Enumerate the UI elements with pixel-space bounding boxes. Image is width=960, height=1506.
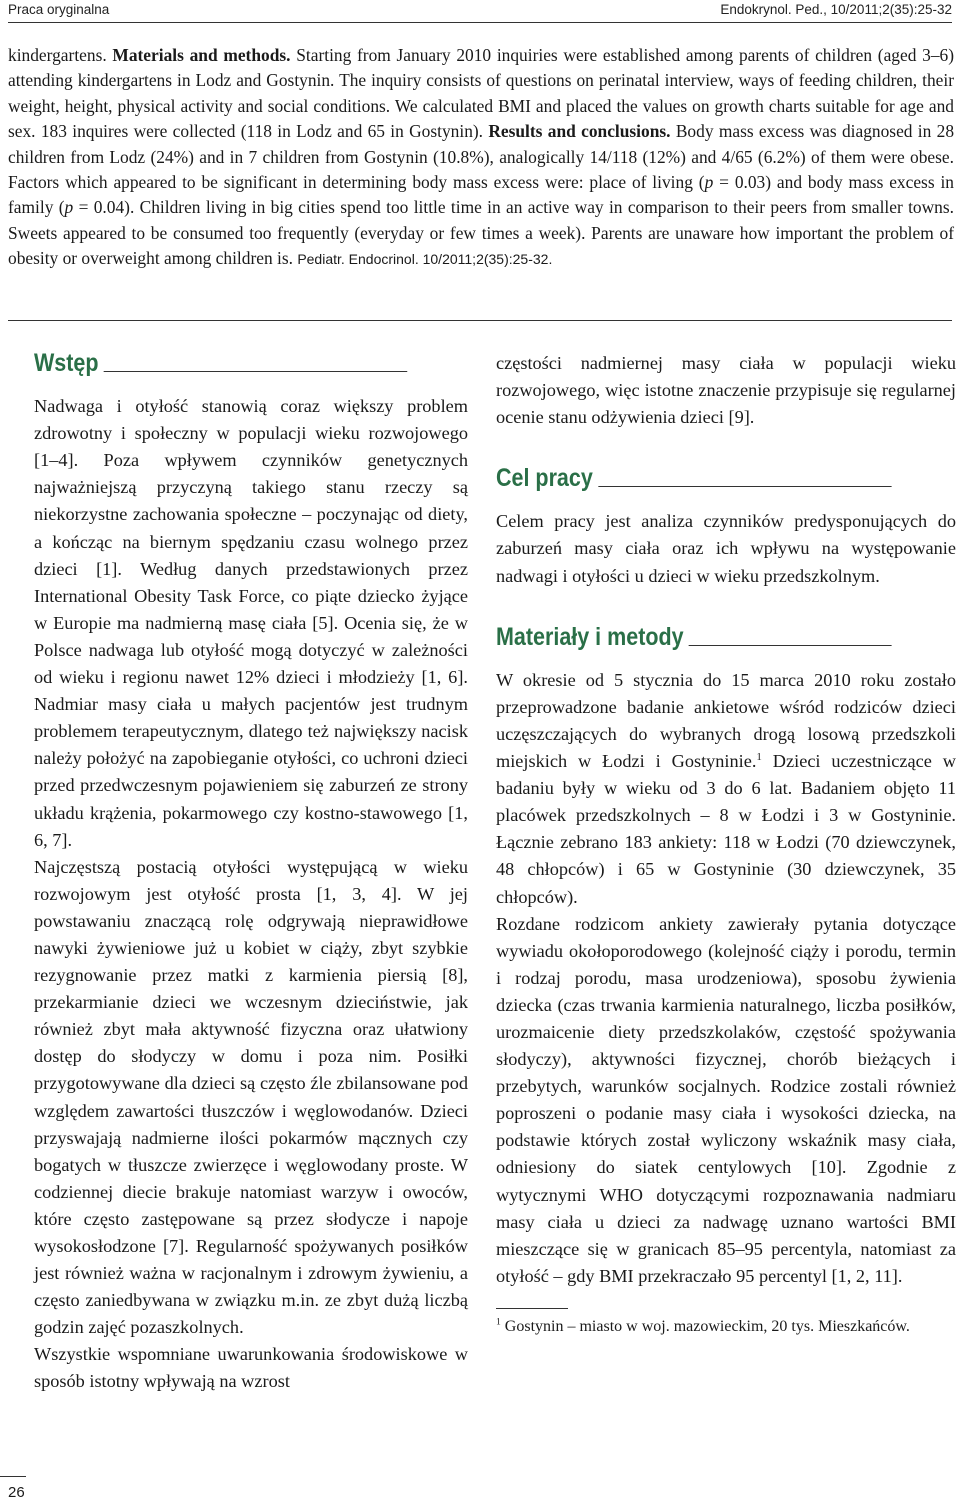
running-header-right: Endokrynol. Ped., 10/2011;2(35):25-32 [720, 2, 952, 17]
intro-paragraph-continued: częstości nadmiernej masy ciała w populacji wieku rozwojowego, więc istotne znaczenie przypisuje się regularnej ocenie stanu odżywienia dzieci [9]. [496, 353, 956, 428]
footer-rule [0, 1476, 26, 1477]
left-column [34, 350, 468, 1396]
aim-paragraph: Celem pracy jest analiza czynników predysponujących do zaburzeń masy ciała oraz ich wpływu na występowanie nadwagi i otyłości u dzieci w wieku przedszkolnym. [496, 511, 956, 586]
abstract-results-label: Results and conclusions. [488, 121, 671, 142]
methods-paragraph-2: Rozdane rodzicom ankiety zawierały pytania dotyczące wywiadu okołoporodowego (kolejność ciąży i porodu, termin i rodzaj porodu, masa urodzeniowa), sposobu żywienia dziecka (czas trwania karmienia naturalnego, liczba posiłków, urozmaicenie diety przedszkolaków, częstość spożywania słodyczy), aktywności fizycznej, chorób bieżących i przebytych, warunków socjalnych. Rodzice zostali również poproszeni o podanie masy ciała i wysokości dziecka, na podstawie których został wyliczony wskaźnik masy ciała, odniesiony do siatek centylowych [10]. Zgodnie z wytycznymi WHO dotyczącymi rozpoznawania nadmiaru masy ciała u dzieci za nadwagę uznano wartości BMI mieszczące się w granicach 85–95 percentyla, natomiast za otyłość – gdy BMI przekraczało 95 percentyl [1, 2, 11]. [496, 913, 956, 1286]
abstract: kindergartens. Materials and methods. Starting from January 2010 inquiries were established among parents of children (aged 3–6) attending kindergartens in Lodz and Gostynin. The inquiry consists of questions on perinatal interview, ways of feeding children, their weight, height, physical activity and social conditions. We calculated BMI and placed the values on growth charts suitable for age and sex. 183 inquires were collected (118 in Lodz and 65 in Gostynin). Results and conclusions. Body mass excess was diagnosed in 28 children from Lodz (24%) and in 7 children from Gostynin (10.8%), analogically 14/118 (12%) and 4/65 (6.2%) of them were obese. Factors which appeared to be significant in determining body mass excess were: place of living (p = 0.03) and body mass excess in family (p = 0.04). Children living in big cities spend too little time in an active way in comparison to their peers from smaller towns. Sweets appeared to be consumed too frequently (everyday or few times a week). Parents are unaware how important the problem of obesity or overweight among children is. Pediatr. Endocrinol. 10/2011;2(35):25-32. [8, 45, 955, 269]
page-number: 26 [8, 1484, 25, 1501]
intro-paragraph-3: Wszystkie wspomniane uwarunkowania środowiskowe w sposób istotny wpływają na wzrost [34, 1344, 468, 1392]
abstract-rule [8, 320, 952, 321]
footnote-reference: 1 [756, 750, 762, 763]
header-rule [8, 22, 952, 23]
right-column [496, 350, 956, 1338]
abstract-citation: Pediatr. Endocrinol. 10/2011;2(35):25-32. [297, 251, 553, 268]
methods-paragraph-1: W okresie od 5 stycznia do 15 marca 2010 roku zostało przeprowadzone badanie ankietowe wśród rodziców dzieci uczęszczających do wybranych drogą losową przedszkoli miejskich w Łodzi i Gostyninie.$^1$ Dzieci uczestniczące w badaniu były w wieku od 3 do 6 lat. Badaniem objęto 11 placówek przedszkolnych – 8 w Łodzi i 3 w Gostyninie. Łącznie zebrano 183 ankiety: 118 w Łodzi (70 dziewczynek, 48 chłopców) i 65 w Gostyninie (30 dziewczynek, 35 chłopców). [496, 669, 956, 907]
footnote: $^1$ Gostynin – miasto w woj. mazowieckim, 20 tys. Mieszkańców. [496, 1316, 910, 1335]
intro-paragraph-1: Nadwaga i otyłość stanowią coraz większy problem zdrowotny i społeczny w populacji wieku rozwojowego [1–4]. Poza wpływem czynników genetycznych najważniejszą przyczyną takiego stanu rzeczy są niekorzystne zachowania społeczne – poczynając od diety, a kończąc na biernym spędzaniu czasu wolnego przez dzieci [1]. Według danych przedstawionych przez International Obesity Task Force, co piąte dziecko żyjące w Europie ma nadmierną masę ciała [5]. Ocenia się, że w Polsce nadwaga lub otyłość mogą dotyczyć w zależności od wieku i regionu nawet 12% dzieci i młodzieży [1, 6]. Nadmiar masy ciała u małych pacjentów jest trudnym problemem terapeutycznym, dlatego też największy nacisk należy położyć na zapobieganie otyłości, co uchroni dzieci przed przedwczesnym pojawieniem się zaburzeń ze strony układu krążenia, pokarmowego czy kostno-stawowego [1, 6, 7]. [34, 396, 468, 850]
footnote-rule [496, 1308, 568, 1309]
heading-introduction: Wstęp [34, 350, 407, 377]
heading-aim: Cel pracy [496, 465, 892, 492]
intro-paragraph-2: Najczęstszą postacią otyłości występującą w wieku rozwojowym jest otyłość prosta [1, 3, 4]. W jej powstawaniu znaczącą rolę odgrywają nieprawidłowe nawyki żywieniowe już u kobiet w ciąży, zbyt szybkie rezygnowanie przez matki z karmienia piersią [8], przekarmianie dzieci we wczesnym dzieciństwie, jak również zbyt mała aktywność fizyczna oraz ułatwiony dostęp do słodyczy w domu i poza nim. Posiłki przygotowywane dla dzieci są często źle zbilansowane pod względem zawartości tłuszczów i węglowodanów. Dzieci przyswajają nadmierne ilości pokarmów mącznych czy bogatych w tłuszcze zwierzęce i węglowodany proste. W codziennej diecie brakuje natomiast warzyw i owoców, które często zastępowane są przez słodycze i napoje wysokosłodzone [7]. Regularność spożywanych posiłków jest również ważna w racjonalnym i zdrowym żywieniu, a często zaniedbywana w związku m.in. ze zbyt dużą liczbą godzin zajęć pozaszkolnych. [34, 856, 468, 1338]
heading-methods: Materiały i metody [496, 624, 892, 651]
abstract-methods-label: Materials and methods. [112, 45, 291, 65]
running-header-left: Praca oryginalna [8, 2, 110, 17]
